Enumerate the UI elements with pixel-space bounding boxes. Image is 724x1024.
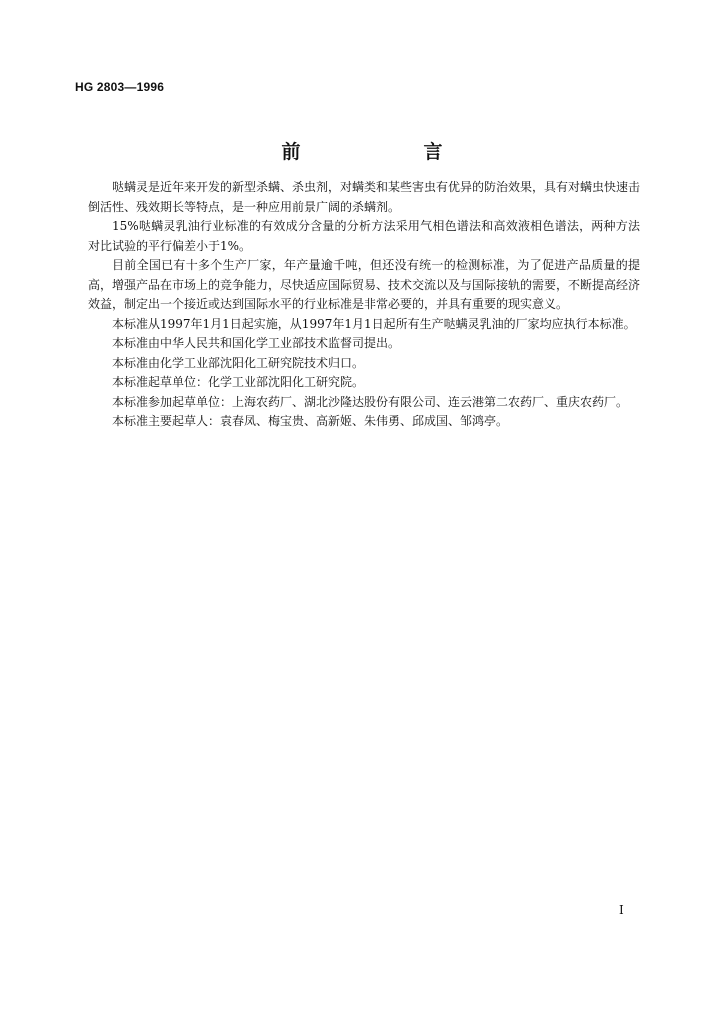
paragraph-main-drafters: 本标准主要起草人：袁春凤、梅宝贵、高新姬、朱伟勇、邱成国、邹鸿亭。 — [112, 414, 509, 428]
document-code: HG 2803—1996 — [75, 80, 165, 94]
paragraph-background: 目前全国已有十多个生产厂家，年产量逾千吨，但还没有统一的检测标准，为了促进产品质量的提高，增强产品在市场上的竞争能力，尽快适应国际贸易、技术交流以及与国际接轨的需要，不断提高经济效益，制定出一个接近或达到国际水平的行业标准是非常必要的，并具有重要的现实意义。 — [88, 258, 641, 311]
paragraph-intro: 哒螨灵是近年来开发的新型杀螨、杀虫剂，对螨类和某些害虫有优异的防治效果，具有对螨虫快速击倒活性、残效期长等特点，是一种应用前景广阔的杀螨剂。 — [88, 180, 641, 214]
page-number: I — [619, 903, 624, 917]
paragraph-proposed-by: 本标准由中华人民共和国化学工业部技术监督司提出。 — [112, 336, 401, 350]
paragraph-analysis-method: 15%哒螨灵乳油行业标准的有效成分含量的分析方法采用气相色谱法和高效液相色谱法，两种方法对比试验的平行偏差小于1%。 — [88, 219, 640, 253]
paragraph-drafting-unit: 本标准起草单位：化学工业部沈阳化工研究院。 — [112, 375, 365, 389]
paragraph-effective-date: 本标准从1997年1月1日起实施，从1997年1月1日起所有生产哒螨灵乳油的厂家均应执行本标准。 — [112, 316, 636, 331]
paragraph-centralized-by: 本标准由化学工业部沈阳化工研究院技术归口。 — [112, 355, 365, 370]
paragraph-participating-units: 本标准参加起草单位：上海农药厂、湖北沙隆达股份有限公司、连云港第二农药厂、重庆农药厂。 — [112, 394, 629, 409]
foreword-body — [88, 178, 640, 432]
section-title: 前 言 — [281, 141, 495, 163]
